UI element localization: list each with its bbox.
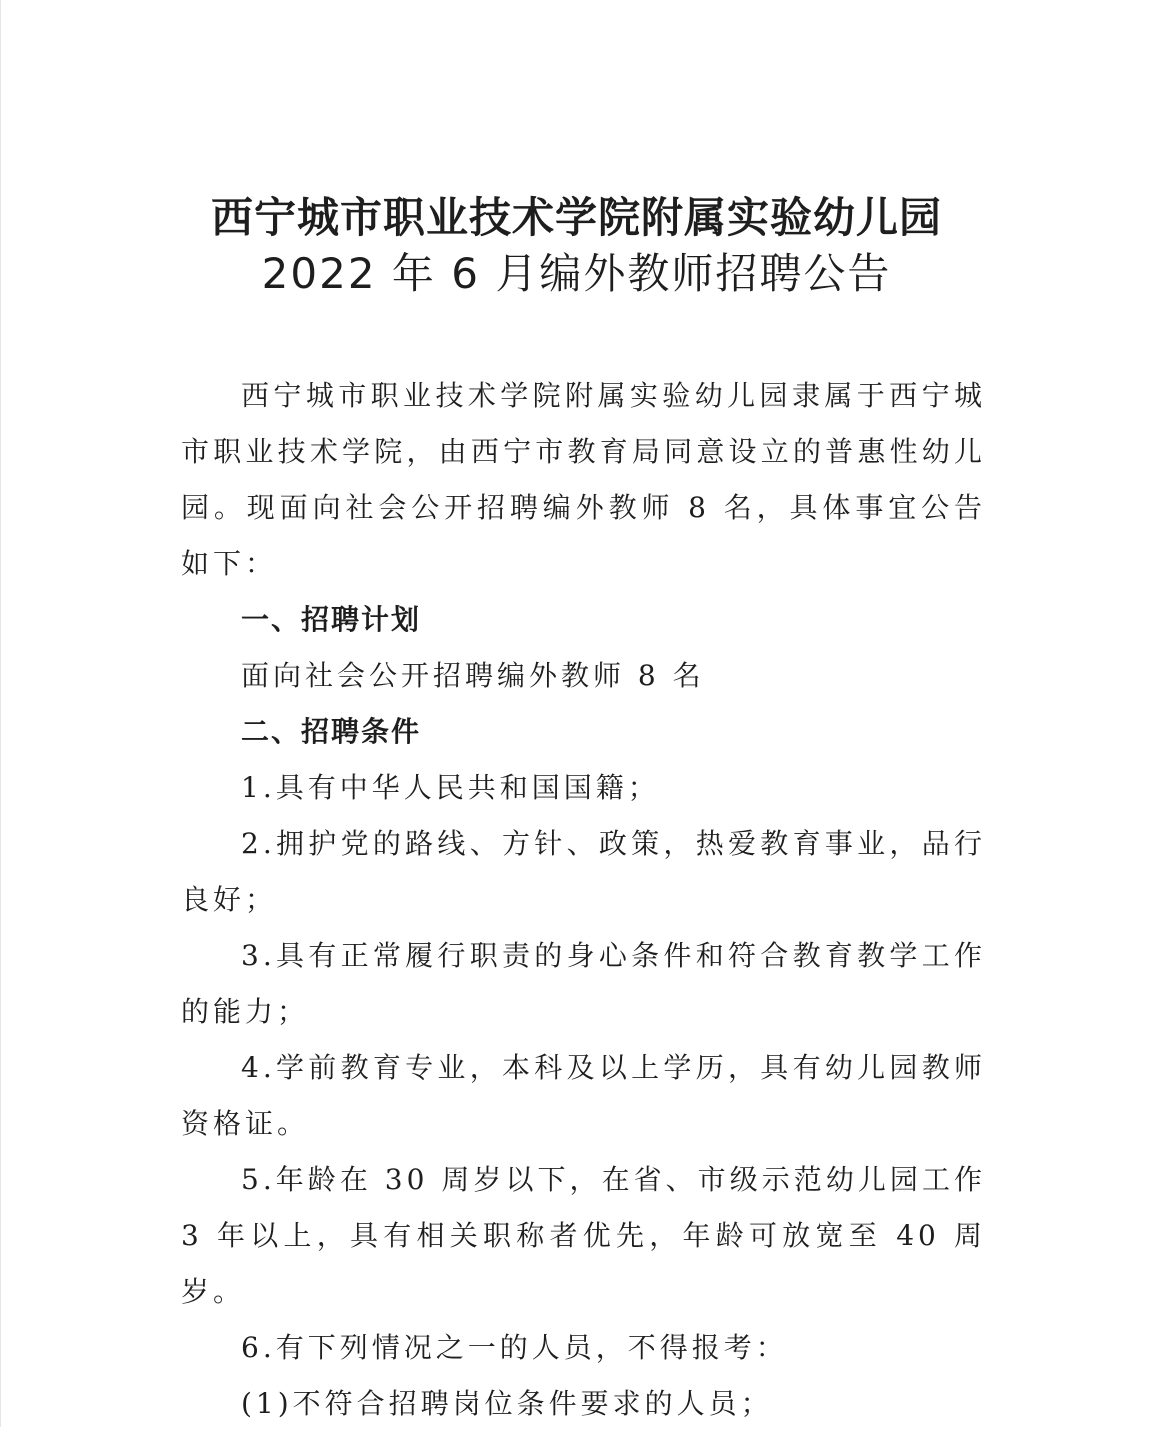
section-heading-recruitment-conditions: 二、招聘条件	[241, 715, 422, 748]
condition-item-2: 2.拥护党的路线、方针、政策，热爱教育事业，品行良好；	[181, 827, 986, 916]
condition-subitem-1: (1)不符合招聘岗位条件要求的人员；	[241, 1387, 773, 1420]
title-line-2: 2022 年 6 月编外教师招聘公告	[261, 249, 892, 298]
recruitment-plan-text: 面向社会公开招聘编外教师 8 名	[241, 659, 705, 692]
condition-item-1: 1.具有中华人民共和国国籍；	[241, 771, 660, 804]
section-heading-recruitment-plan: 一、招聘计划	[241, 603, 422, 636]
condition-item-3: 3.具有正常履行职责的身心条件和符合教育教学工作的能力；	[181, 939, 986, 1028]
condition-item-4: 4.学前教育专业，本科及以上学历，具有幼儿园教师资格证。	[181, 1051, 986, 1140]
condition-item-6: 6.有下列情况之一的人员，不得报考：	[241, 1331, 788, 1364]
document-title	[1, 190, 1151, 302]
condition-item-5: 5.年龄在 30 周岁以下，在省、市级示范幼儿园工作 3 年以上，具有相关职称者优先，年龄可放宽至 40 周岁。	[181, 1163, 986, 1308]
document-body	[181, 368, 986, 1432]
intro-paragraph: 西宁城市职业技术学院附属实验幼儿园隶属于西宁城市职业技术学院，由西宁市教育局同意设立的普惠性幼儿园。现面向社会公开招聘编外教师 8 名，具体事宜公告如下：	[181, 379, 986, 580]
title-line-1: 西宁城市职业技术学院附属实验幼儿园	[210, 193, 942, 242]
